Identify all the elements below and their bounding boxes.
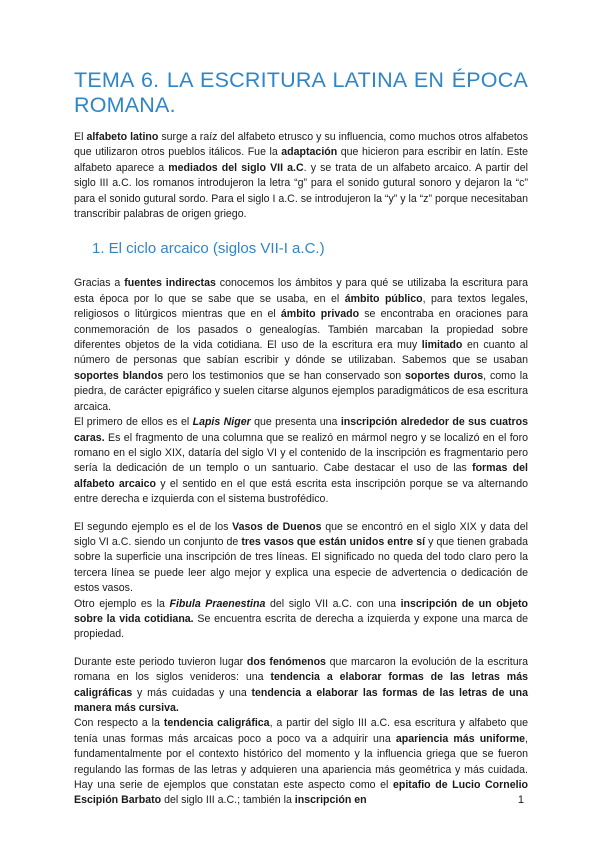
text-run: El primero de ellos es el	[74, 416, 193, 429]
emphasis-text: apariencia más uniforme	[395, 732, 526, 745]
text-run: conocemos los ámbitos y para qué se utilizaba la escritura para esta época por lo que se sabe que se usaba, en el	[74, 277, 528, 305]
emphasis-text: soportes duros	[405, 369, 484, 382]
emphasis-text: tendencia a elaborar formas de las letras más caligráficas	[74, 671, 529, 699]
emphasis-text: Fibula Praenestina	[169, 597, 266, 610]
text-run: que hicieron para escribir en latín. Este alfabeto aparece a	[74, 146, 528, 174]
text-run: Se encuentra escrita de derecha a izquierda y expone una marca de propiedad.	[74, 612, 528, 641]
emphasis-text: Vasos de Duenos	[232, 520, 322, 533]
text-run: surge a raíz del alfabeto etrusco y su influencia, como muchos otros alfabetos que utilizaron otros pueblos itálicos. Fue la	[74, 131, 528, 159]
text-run: , para textos legales, religiosos o litúrgicos mientras que en el	[74, 292, 528, 321]
emphasis-text: tres vasos que están unidos entre sí	[241, 535, 426, 548]
text-run: , fundamentalmente por el contexto histórico del momento y la influencia griega que se fueron regulando las formas de las letras y adquieren una apariencia más geométrica y más cuidada. Hay una serie de ejemplos que constatan este aspecto como el	[74, 732, 528, 792]
text-run: Es el fragmento de una columna que se realizó en mármol negro y se localizó en el foro romano en el siglo XIX, dataría del siglo VI y el contenido de la inscripción es fragmentario pero sería la dedicación de un templo o un santuario. Cabe destacar el uso de las	[74, 431, 528, 475]
paragraph-ambitos	[74, 276, 528, 415]
text-run: del siglo III a.C.; también la	[161, 794, 295, 807]
emphasis-text: tendencia caligráfica	[163, 717, 270, 730]
emphasis-text: fuentes indirectas	[124, 277, 216, 290]
emphasis-text: dos fenómenos	[246, 655, 326, 668]
paragraph-fibula-praenestina	[74, 597, 528, 643]
emphasis-text: soportes blandos	[74, 369, 164, 382]
page-number: 1	[517, 794, 524, 806]
emphasis-text: ámbito público	[344, 292, 423, 305]
text-run: se encontraba en oraciones para conmemoración de los pasados o genealogías. También marcaban la propiedad sobre diferentes objetos de la vida cotidiana. El uso de la escritura era muy	[74, 308, 528, 352]
paragraph-vasos-duenos	[74, 520, 528, 597]
section-heading-ciclo-arcaico: 1. El ciclo arcaico (siglos VII-I a.C.)	[92, 240, 325, 258]
text-run: pero los testimonios que se han conservado son	[163, 369, 406, 382]
text-run: , a partir del siglo III a.C. esa escritura y alfabeto que tenía unas formas más arcaicas poco a poco va a adquirir una	[74, 717, 528, 745]
emphasis-text: inscripción alrededor de sus cuatros caras.	[74, 416, 528, 444]
text-run: que se encontró en el siglo XIX y data del siglo VI a.C. siendo un conjunto de	[74, 520, 529, 548]
document-title: TEMA 6. LA ESCRITURA LATINA EN ÉPOCA ROMANA.	[74, 68, 528, 117]
text-run: y el sentido en el que está escrita esta inscripción porque se va alternando entre derecha e izquierda con el sistema bustrofédico.	[74, 477, 528, 506]
emphasis-text: alfabeto latino	[86, 131, 159, 143]
emphasis-text: inscripción de un objeto sobre la vida cotidiana.	[74, 597, 528, 625]
emphasis-text: limitado	[421, 339, 463, 352]
emphasis-text: ámbito privado	[280, 308, 360, 321]
text-run: y que tienen grabada sobre la superficie una inscripción de tres líneas. El significado no queda del todo claro pero la tercera línea se puede leer algo mejor y explica una especie de advertencia o dedicación de estos vasos.	[74, 535, 528, 595]
intro-paragraph	[74, 130, 528, 222]
text-run: El	[74, 131, 87, 143]
text-run: . y se trata de un alfabeto arcaico. A partir del siglo III a.C. los romanos introdujeron la letra “g” para el sonido gutural sonoro y dejaron la “c” para el sonido gutural sordo. Para el siglo I a.C. se introdujeron la “y” y la “z” porque necesitaban transcribir palabras de origen griego.	[74, 161, 529, 221]
text-run: El segundo ejemplo es el de los	[74, 520, 233, 533]
text-run: y más cuidadas y una	[132, 686, 252, 699]
text-run: en cuanto al número de personas que sabían escribir y dónde se utilizaban. Sabemos que se usaban	[74, 339, 529, 367]
text-run: Con respecto a la	[74, 717, 164, 730]
text-run: , como la piedra, de carácter epigráfico y suelen citarse algunos ejemplos paradigmáticos de esa escritura arcaica.	[74, 369, 528, 413]
text-run: Durante este periodo tuvieron lugar	[74, 655, 247, 668]
text-run: que presenta una	[250, 416, 341, 429]
text-run: que marcaron la evolución de la escritura romana en los siglos venideros: una	[74, 655, 528, 684]
emphasis-text	[193, 416, 251, 428]
document-page	[74, 68, 528, 809]
emphasis-text: tendencia a elaborar las formas de las letras de una manera más cursiva.	[74, 686, 528, 714]
emphasis-text: mediados del siglo VII a.C	[168, 161, 304, 174]
emphasis-text: formas del alfabeto arcaico	[74, 462, 528, 490]
text-run: del siglo VII a.C. con una	[265, 597, 401, 610]
text-run: Gracias a	[74, 277, 125, 290]
paragraph-dos-fenomenos	[74, 655, 528, 717]
emphasis-text: Lapis Niger	[192, 416, 251, 429]
emphasis-text: inscripción en	[294, 794, 367, 807]
paragraph-lapis-niger	[74, 415, 528, 507]
text-run: Otro ejemplo es la	[74, 597, 170, 610]
paragraph-tendencia-caligrafica	[74, 716, 528, 808]
emphasis-text: epitafio de Lucio Cornelio Escipión Barbato	[74, 779, 528, 807]
emphasis-text	[170, 598, 266, 610]
emphasis-text: adaptación	[281, 146, 338, 159]
